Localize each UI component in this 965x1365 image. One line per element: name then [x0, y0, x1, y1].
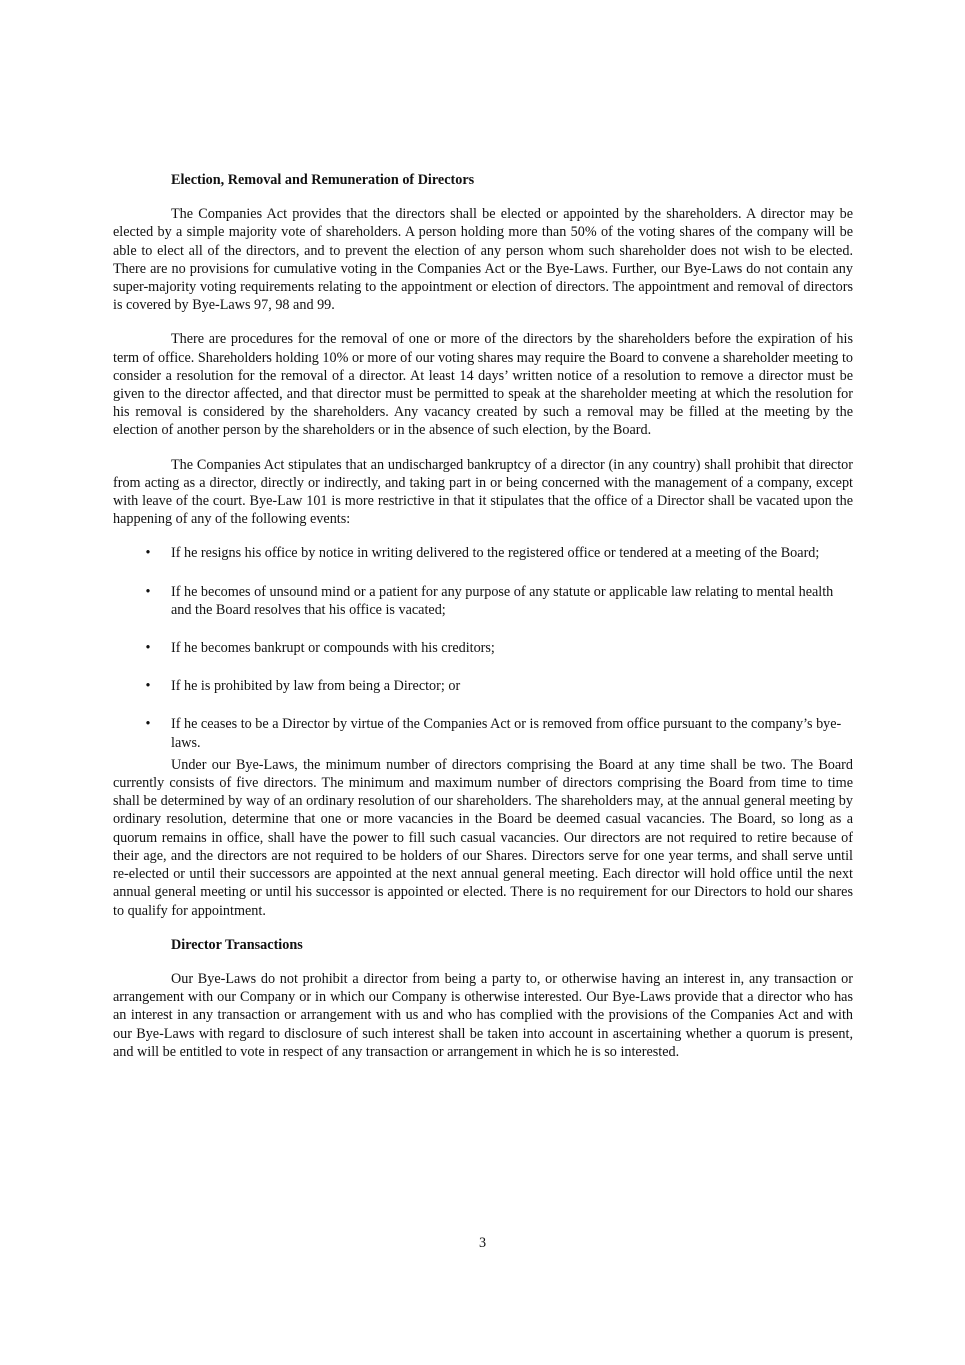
list-item	[113, 677, 853, 695]
paragraph-election-appointment: The Companies Act provides that the directors shall be elected or appointed by the shareholders. A director may be elected by a simple majority vote of shareholders. A person holding more than 50% of the voting shares of the company will be able to elect all of the directors, and to prevent the election of any person whom such shareholder does not wish to be elected. There are no provisions for cumulative voting in the Companies Act or the Bye-Laws. Further, our Bye-Laws do not contain any super-majority voting requirements relating to the appointment or election of directors. The appointment and removal of directors is covered by Bye-Laws 97, 98 and 99.	[113, 206, 853, 314]
list-item	[113, 639, 853, 657]
list-item-text: If he becomes of unsound mind or a patient for any purpose of any statute or applicable law relating to mental health and the Board resolves that his office is vacated;	[171, 583, 834, 618]
list-item-text: If he becomes bankrupt or compounds with his creditors;	[171, 640, 495, 657]
bullet-icon: •	[145, 640, 151, 657]
page-number: 3	[478, 1235, 487, 1251]
paragraph-bankruptcy: The Companies Act stipulates that an undischarged bankruptcy of a director (in any country) shall prohibit that director from acting as a director, directly or indirectly, and taking part in or being concerned with the management of a company, except with leave of the court. Bye-Law 101 is more restrictive in that it stipulates that the office of a Director shall be vacated upon the happening of any of the following events:	[113, 456, 853, 528]
bullet-icon: •	[145, 583, 151, 600]
paragraph-director-transactions: Our Bye-Laws do not prohibit a director from being a party to, or otherwise having an interest in, any transaction or arrangement with our Company or in which our Company is otherwise interested. Our Bye-Laws provide that a director who has an interest in any transaction or arrangement with us and who has complied with the provisions of the Companies Act and with our Bye-Laws with regard to disclosure of such interest shall be taken into account in ascertaining whether a quorum is present, and will be entitled to vote in respect of any transaction or arrangement in which he is so interested.	[113, 970, 853, 1060]
list-item	[113, 544, 853, 562]
section-heading-director-transactions: Director Transactions	[171, 936, 303, 953]
list-item-text: If he is prohibited by law from being a Director; or	[171, 678, 461, 695]
bullet-icon: •	[145, 545, 151, 562]
list-item-text: If he resigns his office by notice in writing delivered to the registered office or tendered at a meeting of the Board;	[171, 545, 820, 562]
page-content	[113, 171, 853, 1077]
list-item	[113, 715, 853, 751]
bullet-icon: •	[145, 716, 151, 733]
list-item-text: If he ceases to be a Director by virtue of the Companies Act or is removed from office pursuant to the company’s bye-laws.	[171, 716, 842, 751]
paragraph-removal-procedures: There are procedures for the removal of one or more of the directors by the shareholders before the expiration of his term of office. Shareholders holding 10% or more of our voting shares may require the Board to convene a shareholder meeting to consider a resolution for the removal of a director. At least 14 days’ written notice of a resolution to remove a director must be given to the director affected, and that director must be permitted to speak at the shareholder meeting at which the resolution for his removal is considered by the shareholders. Any vacancy created by such a removal may be filled at the meeting by the election of another person by the shareholders or in the absence of such election, by the Board.	[113, 331, 853, 439]
vacation-events-list	[113, 544, 853, 751]
section-heading-election: Election, Removal and Remuneration of Directors	[171, 172, 475, 188]
bullet-icon: •	[145, 678, 151, 695]
paragraph-board-composition: Under our Bye-Laws, the minimum number of directors comprising the Board at any time shall be two. The Board currently consists of five directors. The minimum and maximum number of directors comprising the Board from time to time shall be determined by way of an ordinary resolution of our shareholders. The shareholders may, at the annual general meeting by ordinary resolution, determine that one or more vacancies in the Board be deemed casual vacancies. The Board, so long as a quorum remains in office, shall have the power to fill such casual vacancies. Our directors are not required to retire because of their age, and the directors are not required to be holders of our Shares. Directors serve for one year terms, and shall serve until re-elected or until their successors are appointed at the next annual general meeting. Each director will hold office until the next annual general meeting or until his successor is appointed or elected. There is no requirement for our Directors to hold our shares to qualify for appointment.	[113, 756, 853, 919]
list-item	[113, 583, 853, 619]
